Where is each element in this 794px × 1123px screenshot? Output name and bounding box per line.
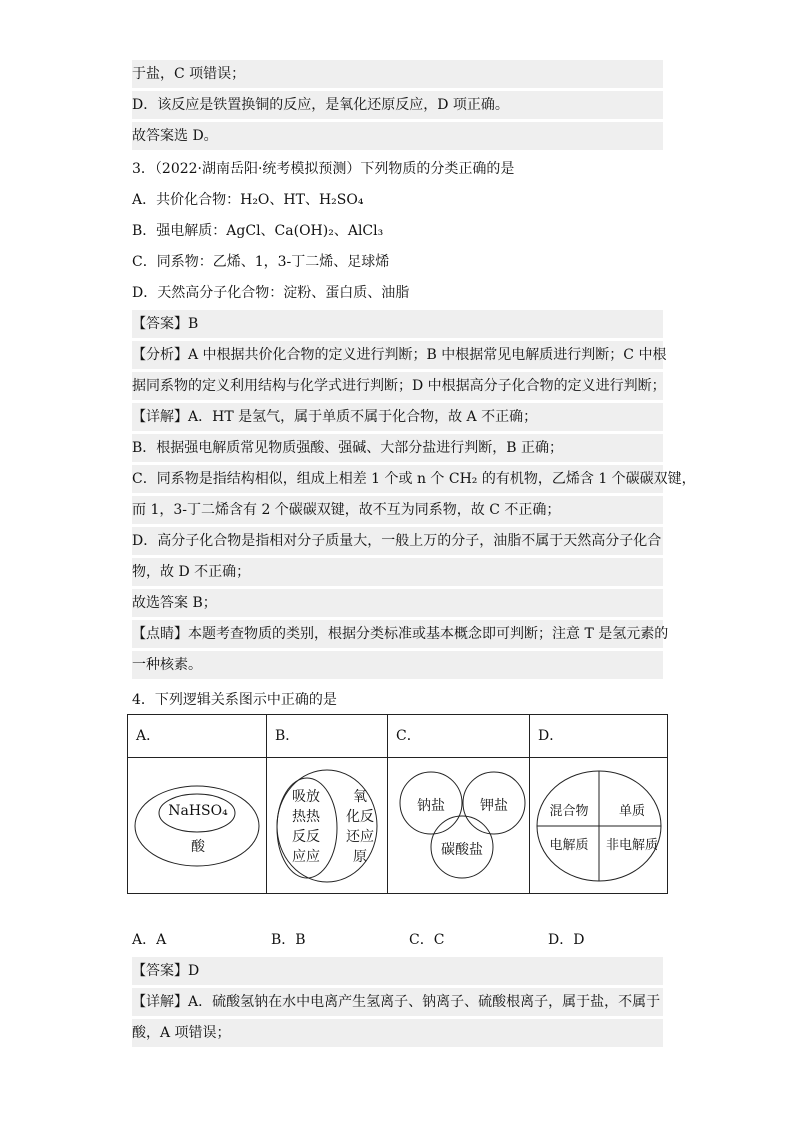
diagram-b-right-line: 化反: [346, 809, 374, 825]
diagram-a-outer-label: 酸: [191, 839, 205, 855]
option-a: A．共价化合物：H₂O、HT、H₂SO₄: [132, 192, 364, 208]
diagram-b-left-labels: [281, 787, 331, 867]
diagram-d-top-right-label: 单质: [618, 804, 645, 819]
detail-line: 【详解】A．硫酸氢钠在水中电离产生氢离子、钠离子、硫酸根离子，属于盐，不属于: [132, 988, 663, 1016]
detail-line: B．根据强电解质常见物质强酸、强碱、大部分盐进行判断，B 正确；: [132, 434, 663, 462]
question-4-title: 4．下列逻辑关系图示中正确的是: [132, 692, 337, 708]
text-line: 于盐，C 项错误；: [132, 60, 663, 88]
diagram-d: [530, 758, 667, 893]
diagram-d-bottom-right-label: 非电解质: [605, 838, 658, 853]
detail-line: C．同系物是指结构相似，组成上相差 1 个或 n 个 CH₂ 的有机物，乙烯含 1 个碳碳双键，: [132, 465, 663, 493]
conclusion-line: 故选答案 B；: [132, 589, 663, 617]
diagram-b-left-line: 应应: [292, 849, 320, 865]
comment-line: 【点睛】本题考查物质的类别，根据分类标准或基本概念即可判断；注意 T 是氢元素的: [132, 620, 663, 648]
table-header-a: A．: [136, 728, 161, 744]
diagram-b-left-line: 反反: [292, 829, 320, 845]
answer-option-a: A．A: [132, 932, 167, 948]
answer-option-b: B．B: [271, 932, 306, 948]
diagram-c-bottom-label: 碳酸盐: [441, 842, 483, 858]
answer-line: 【答案】D: [132, 957, 663, 985]
answer-line: 【答案】B: [132, 310, 663, 338]
comment-line: 一种核素。: [132, 651, 663, 679]
answer-option-c: C．C: [409, 932, 445, 948]
diagram-b-left-line: 吸放: [292, 789, 320, 805]
question-3-title: 3．（2022·湖南岳阳·统考模拟预测）下列物质的分类正确的是: [132, 161, 515, 177]
diagram-a: [128, 758, 266, 893]
detail-line: 酸，A 项错误；: [132, 1019, 663, 1047]
diagram-b-left-line: 热热: [292, 809, 320, 825]
analysis-line: 据同系物的定义利用结构与化学式进行判断；D 中根据高分子化合物的定义进行判断；: [132, 372, 663, 400]
logic-diagram-table: [127, 714, 668, 894]
detail-line: 【详解】A．HT 是氢气，属于单质不属于化合物，故 A 不正确；: [132, 403, 663, 431]
diagram-a-inner-label: NaHSO₄: [168, 803, 228, 819]
diagram-c-left-label: 钠盐: [417, 798, 445, 814]
option-b: B．强电解质：AgCl、Ca(OH)₂、AlCl₃: [132, 223, 384, 239]
answer-option-d: D．D: [548, 932, 585, 948]
option-d: D．天然高分子化合物：淀粉、蛋白质、油脂: [132, 285, 410, 301]
detail-line: D．高分子化合物是指相对分子质量大，一般上万的分子，油脂不属于天然高分子化合: [132, 527, 663, 555]
detail-line: 而 1，3-丁二烯含有 2 个碳碳双键，故不互为同系物，故 C 不正确；: [132, 496, 663, 524]
diagram-c-right-label: 钾盐: [480, 798, 508, 814]
table-header-b: B．: [275, 728, 300, 744]
table-header-c: C．: [396, 728, 421, 744]
diagram-b-right-line: 氧: [353, 789, 367, 805]
option-c: C．同系物：乙烯、1，3-丁二烯、足球烯: [132, 254, 390, 270]
text-line: 故答案选 D。: [132, 122, 663, 150]
diagram-b-right-labels: [338, 787, 382, 867]
diagram-d-top-left-label: 混合物: [549, 804, 589, 819]
diagram-d-bottom-left-label: 电解质: [549, 838, 589, 853]
analysis-line: 【分析】A 中根据共价化合物的定义进行判断；B 中根据常见电解质进行判断；C 中根: [132, 341, 663, 369]
table-header-d: D．: [538, 728, 564, 744]
detail-line: 物，故 D 不正确；: [132, 558, 663, 586]
diagram-b-right-line: 还应: [346, 829, 374, 845]
diagram-b-right-line: 原: [353, 849, 367, 865]
text-line: D．该反应是铁置换铜的反应，是氧化还原反应，D 项正确。: [132, 91, 663, 119]
diagram-c: [388, 758, 529, 893]
